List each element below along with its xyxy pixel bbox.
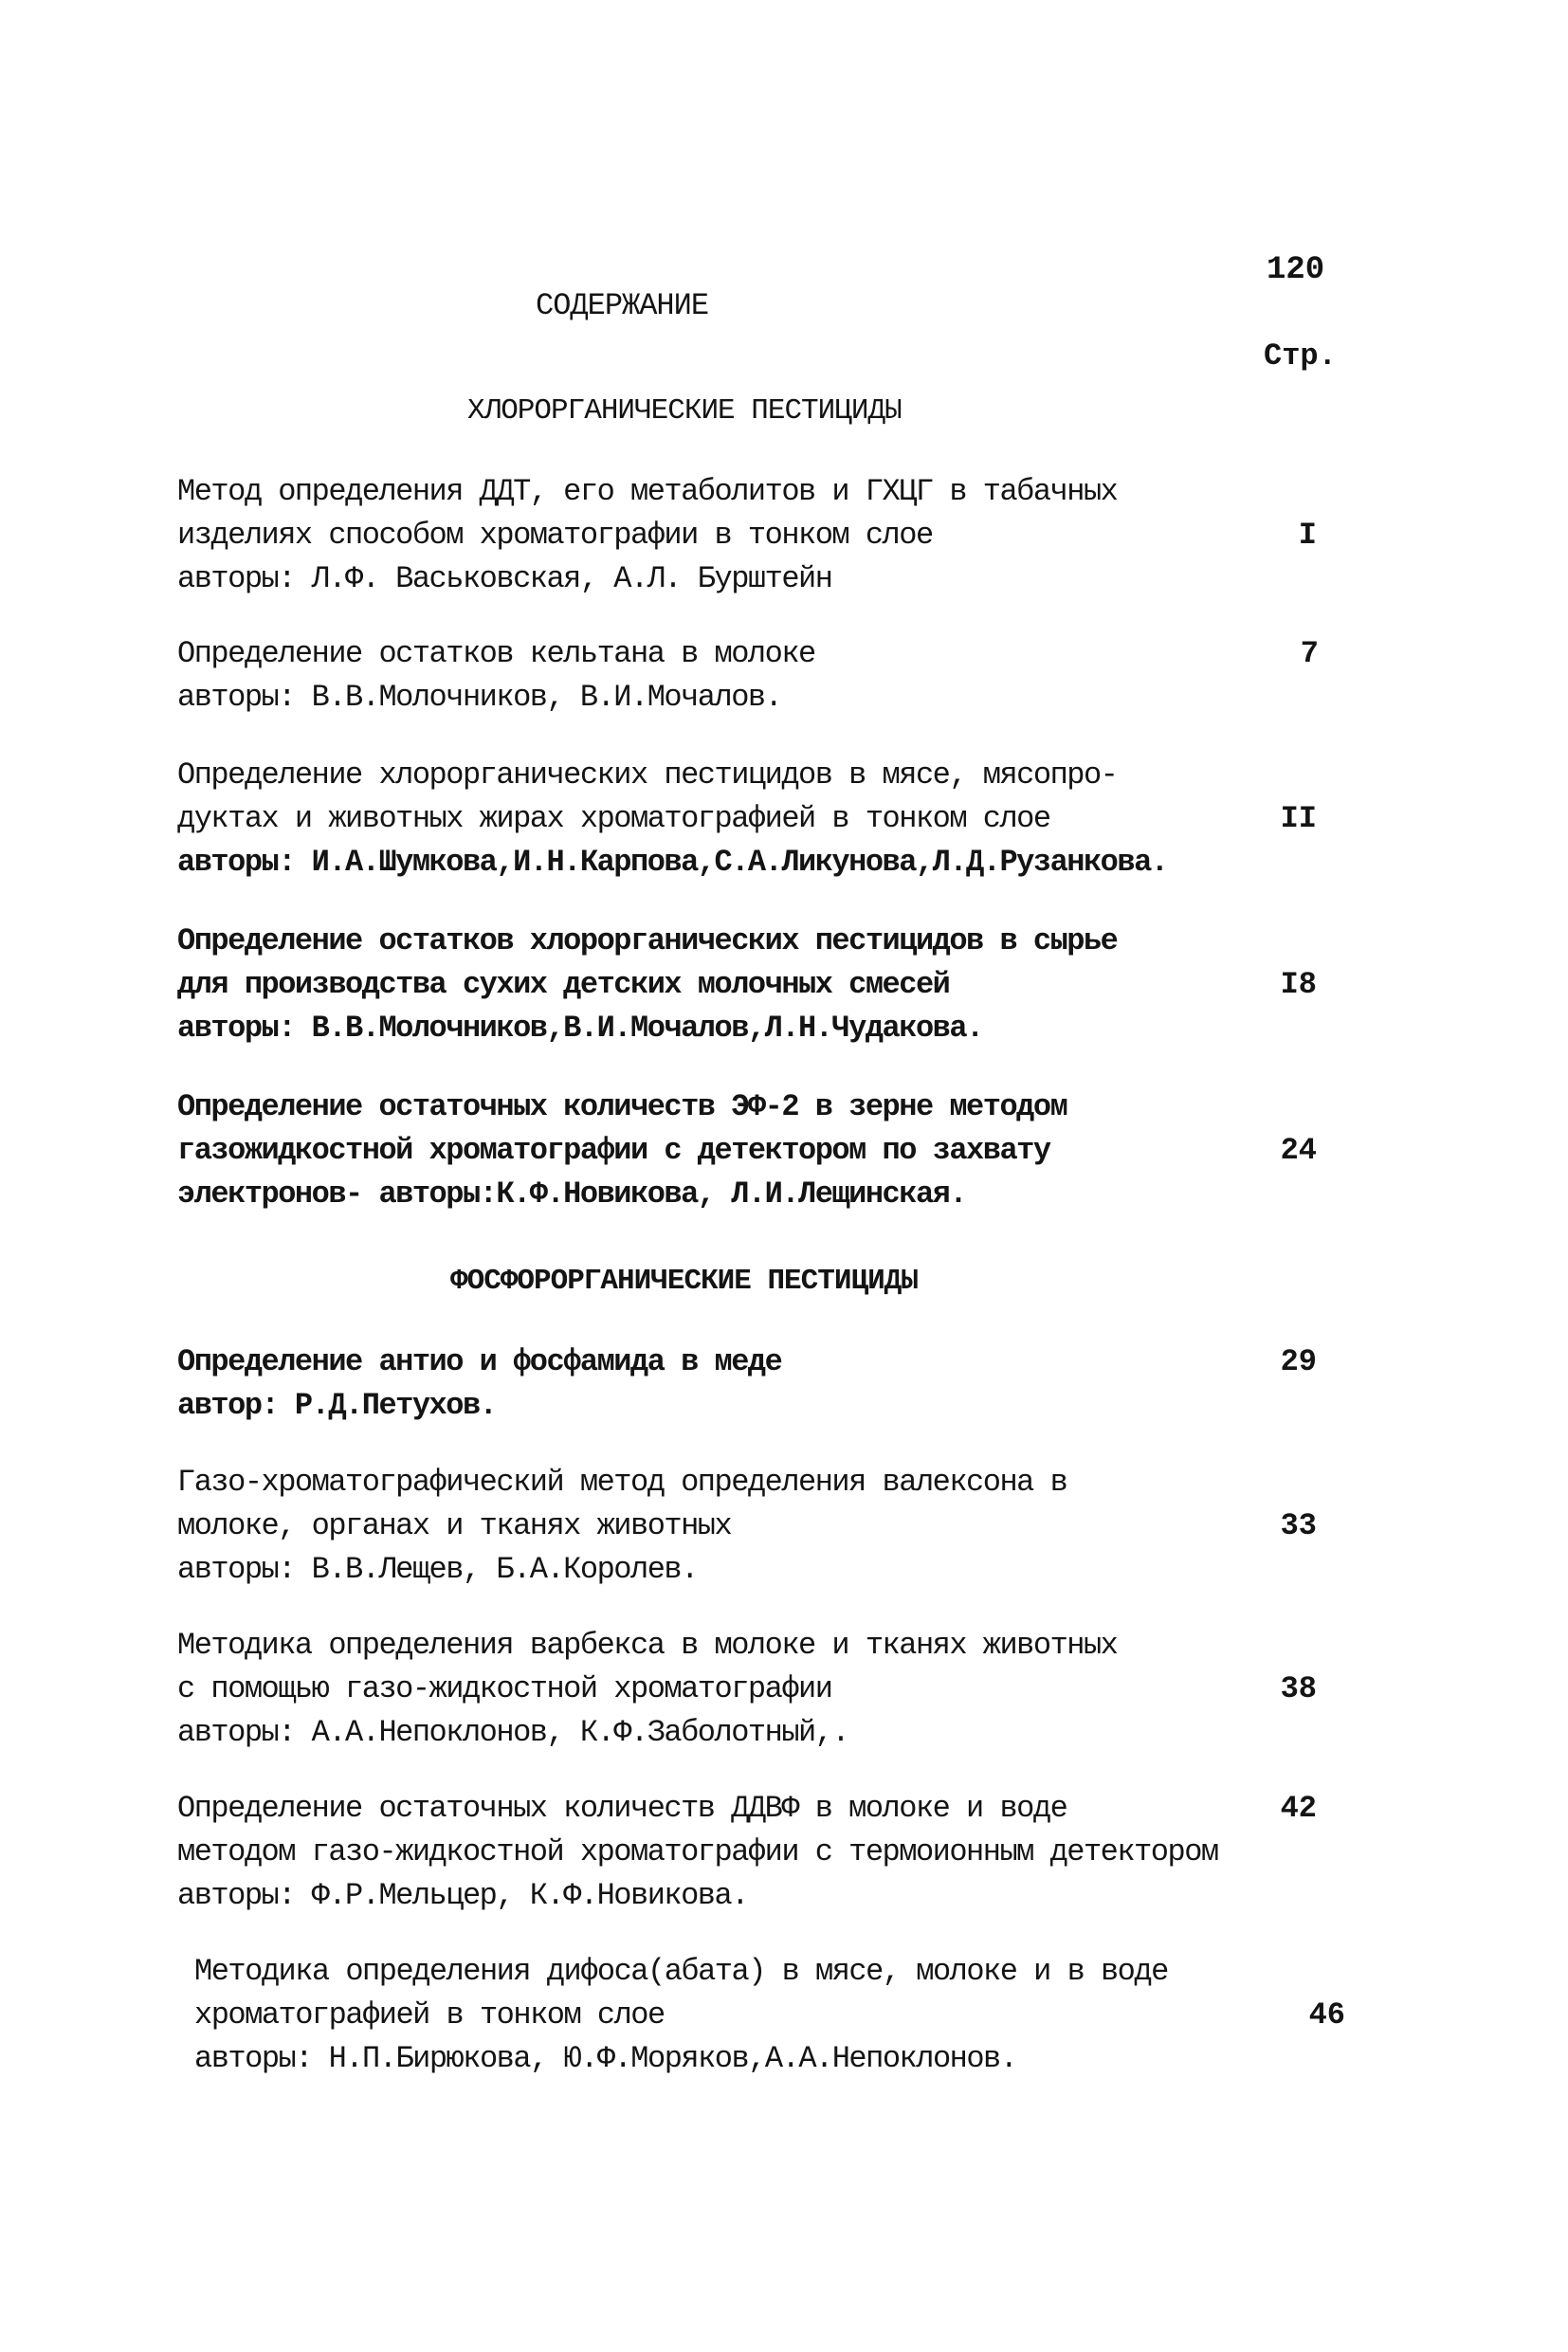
entry-page-number: I [1298,518,1317,553]
entry-page-number: 7 [1300,636,1319,671]
entry-page-number: 33 [1280,1508,1317,1543]
entry-authors: авторы: Н.П.Бирюкова, Ю.Ф.Моряков,А.А.Непоклонов. [194,2041,1017,2076]
page-column-label: Стр. [1264,338,1337,374]
entry-title-line: Определение остаточных количеств ДДВФ в молоке и воде [177,1791,1067,1826]
toc-entry [177,1340,1315,1428]
entry-title-line: газожидкостной хроматографии с детектором по захвату [177,1133,1050,1168]
entry-title-line: Метод определения ДДТ, его метаболитов и ГХЦГ в табачных [177,474,1118,509]
entry-page-number: 42 [1280,1791,1317,1826]
entry-title-line: Определение остатков кельтана в молоке [177,636,815,671]
entry-authors: автор: Р.Д.Петухов. [177,1388,497,1423]
entry-title-line: с помощью газо-жидкостной хроматографии [177,1671,832,1706]
entry-title-line: Газо-хроматографический метод определения валексона в [177,1465,1067,1500]
toc-entry [194,1950,1345,2081]
toc-entry [177,1085,1315,1216]
entry-page-number: 29 [1280,1344,1317,1379]
entry-authors: электронов- авторы:К.Ф.Новикова, Л.И.Лещинская. [177,1176,967,1212]
toc-entry [177,920,1315,1050]
entry-title-line: Методика определения дифоса(абата) в мясе, молоке и в воде [194,1954,1168,1989]
section-heading-organochlorine: ХЛОРОРГАНИЧЕСКИЕ ПЕСТИЦИДЫ [467,394,902,428]
entry-authors: авторы: Ф.Р.Мельцер, К.Ф.Новикова. [177,1878,748,1913]
entry-authors: авторы: А.А.Непоклонов, К.Ф.Заболотный,. [177,1715,849,1750]
toc-entry [177,754,1315,884]
entry-title-line: дуктах и животных жирах хроматографией в тонком слое [177,801,1050,836]
entry-authors: авторы: Л.Ф. Васьковская, А.Л. Бурштейн [177,561,832,596]
entry-title-line: Методика определения варбекса в молоке и тканях животных [177,1628,1118,1663]
entry-authors: авторы: В.В.Молочников, В.И.Мочалов. [177,680,782,715]
toc-entry [177,470,1315,601]
entry-authors: авторы: В.В.Лещев, Б.А.Королев. [177,1552,698,1587]
entry-page-number: 46 [1308,1997,1345,2033]
entry-title-line: Определение антио и фосфамида в меде [177,1344,782,1379]
toc-entry [177,1461,1315,1592]
entry-title-line: для производства сухих детских молочных смесей [177,967,950,1002]
entry-authors: авторы: В.В.Молочников,В.И.Мочалов,Л.Н.Чудакова. [177,1011,983,1046]
section-heading-organophosphorus: ФОСФОРОРГАНИЧЕСКИЕ ПЕСТИЦИДЫ [450,1265,918,1298]
entry-title-line: хроматографией в тонком слое [194,1997,665,2033]
entry-title-line: методом газо-жидкостной хроматографии с термоионным детектором [177,1834,1218,1869]
toc-entry [177,1624,1315,1755]
entry-page-number: 24 [1280,1133,1317,1168]
page-title: СОДЕРЖАНИЕ [536,288,709,323]
entry-title-line: Определение остаточных количеств ЭФ-2 в зерне методом [177,1089,1067,1124]
entry-page-number: I8 [1280,967,1317,1002]
entry-page-number: 38 [1280,1671,1317,1706]
entry-title-line: Определение остатков хлорорганических пестицидов в сырье [177,923,1118,958]
entry-page-number: II [1280,801,1317,836]
toc-entry [177,632,1319,720]
entry-title-line: молоке, органах и тканях животных [177,1508,732,1543]
page-number: 120 [1267,252,1325,288]
entry-authors: авторы: И.А.Шумкова,И.Н.Карпова,С.А.Ликунова,Л.Д.Рузанкова. [177,845,1168,880]
toc-entry [177,1787,1315,1918]
entry-title-line: Определение хлорорганических пестицидов в мясе, мясопро- [177,757,1118,793]
entry-title-line: изделиях способом хроматографии в тонком слое [177,518,933,553]
